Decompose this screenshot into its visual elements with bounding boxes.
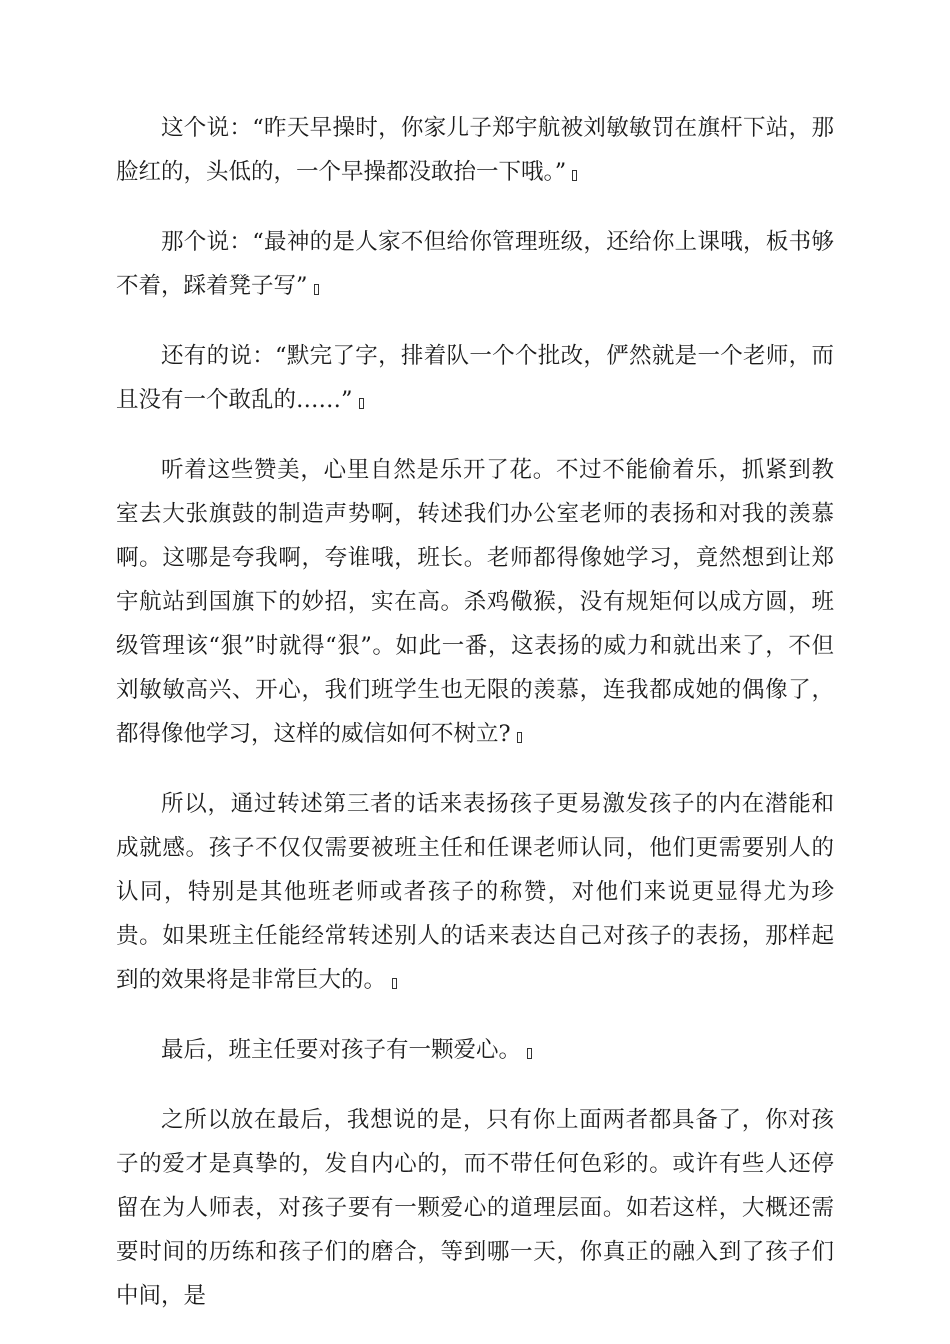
paragraph-3 [116,334,834,422]
paragraph-4 [116,448,834,756]
paragraph-text: 最后，班主任要对孩子有一颗爱心。 [161,1037,522,1063]
paragraph-mark-icon [572,170,577,181]
paragraph-mark-icon [527,1048,532,1059]
paragraph-text: 这个说：“昨天早操时，你家儿子郑宇航被刘敏敏罚在旗杆下站，那脸红的，头低的，一个早操都没敢抬一下哦。” [116,115,834,185]
paragraph-mark-icon [359,398,364,409]
paragraph-text: 所以，通过转述第三者的话来表扬孩子更易激发孩子的内在潜能和成就感。孩子不仅仅需要被班主任和任课老师认同，他们更需要别人的认同，特别是其他班老师或者孩子的称赞，对他们来说更显得尤为珍贵。如果班主任能经常转述别人的话来表达自己对孩子的表扬，那样起到的效果将是非常巨大的。 [116,791,834,993]
paragraph-6 [116,1028,834,1072]
paragraph-7 [116,1098,834,1318]
paragraph-mark-icon [392,978,397,989]
paragraph-1 [116,106,834,194]
paragraph-text: 听着这些赞美，心里自然是乐开了花。不过不能偷着乐，抓紧到教室去大张旗鼓的制造声势啊，转述我们办公室老师的表扬和对我的羡慕啊。这哪是夸我啊，夸谁哦，班长。老师都得像她学习，竟然想到让郑宇航站到国旗下的妙招，实在高。杀鸡儆猴，没有规矩何以成方圆，班级管理该“狠”时就得“狠”。如此一番，这表扬的威力和就出来了，不但刘敏敏高兴、开心，我们班学生也无限的羡慕，连我都成她的偶像了，都得像他学习，这样的威信如何不树立? [116,457,834,747]
paragraph-text: 那个说：“最神的是人家不但给你管理班级，还给你上课哦，板书够不着，踩着凳子写” [116,229,834,299]
paragraph-mark-icon [517,732,522,743]
paragraph-5 [116,782,834,1002]
document-body [116,106,834,1344]
paragraph-text: 还有的说：“默完了字，排着队一个个批改，俨然就是一个老师，而且没有一个敢乱的……” [116,343,834,413]
paragraph-mark-icon [314,284,319,295]
paragraph-2 [116,220,834,308]
paragraph-text: 之所以放在最后，我想说的是，只有你上面两者都具备了，你对孩子的爱才是真挚的，发自内心的，而不带任何色彩的。或许有些人还停留在为人师表，对孩子要有一颗爱心的道理层面。如若这样，大概还需要时间的历练和孩子们的磨合，等到哪一天，你真正的融入到了孩子们中间，是 [116,1107,834,1309]
